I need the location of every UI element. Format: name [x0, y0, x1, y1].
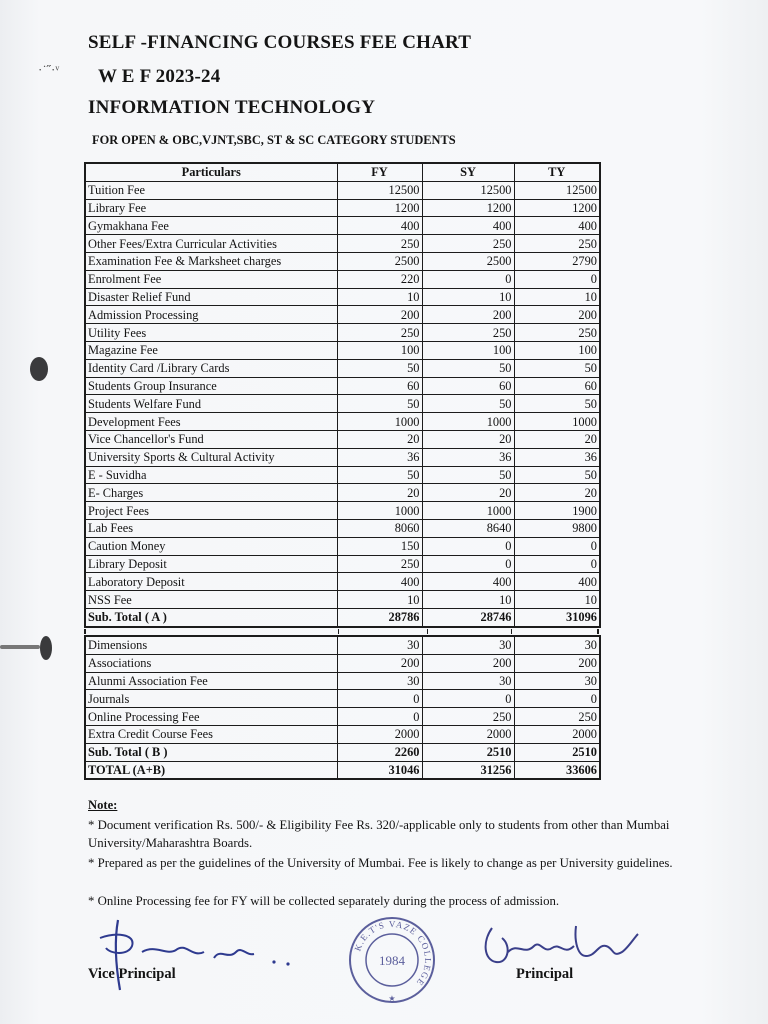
fy-value-cell: 100: [337, 341, 422, 359]
table-row: [85, 484, 600, 502]
particular-cell: Caution Money: [85, 537, 337, 555]
fy-value-cell: 250: [337, 235, 422, 253]
column-header-ty: TY: [514, 163, 600, 181]
table-row: [85, 235, 600, 253]
fy-value-cell: 0: [337, 708, 422, 726]
fy-value-cell: 250: [337, 324, 422, 342]
sy-value-cell: 0: [422, 270, 514, 288]
sy-value-cell: 1200: [422, 199, 514, 217]
fy-value-cell: 400: [337, 217, 422, 235]
table-row: [85, 555, 600, 573]
particular-cell: Sub. Total ( A ): [85, 608, 337, 626]
particular-cell: Alunmi Association Fee: [85, 672, 337, 690]
ty-value-cell: 50: [514, 359, 600, 377]
ty-value-cell: 10: [514, 591, 600, 609]
ty-value-cell: 1200: [514, 199, 600, 217]
fy-value-cell: 31046: [337, 761, 422, 779]
sy-value-cell: 10: [422, 288, 514, 306]
fy-value-cell: 1200: [337, 199, 422, 217]
table-spacer: [84, 629, 599, 634]
ty-value-cell: 30: [514, 636, 600, 654]
fy-value-cell: 150: [337, 537, 422, 555]
sy-value-cell: 50: [422, 359, 514, 377]
ink-scribble-mark: ·˙˝·ᵛ: [38, 62, 60, 77]
fee-table-section-a: [84, 162, 601, 628]
note-heading: Note:: [88, 798, 118, 812]
ty-value-cell: 30: [514, 672, 600, 690]
table-row: [85, 341, 600, 359]
punch-hole: [30, 357, 48, 381]
sy-value-cell: 0: [422, 537, 514, 555]
table-row: [85, 430, 600, 448]
particular-cell: Library Fee: [85, 199, 337, 217]
column-header-particulars: Particulars: [85, 163, 337, 181]
fy-value-cell: 50: [337, 395, 422, 413]
ty-value-cell: 36: [514, 448, 600, 466]
fy-value-cell: 2000: [337, 725, 422, 743]
sy-value-cell: 50: [422, 466, 514, 484]
fy-value-cell: 250: [337, 555, 422, 573]
particular-cell: E- Charges: [85, 484, 337, 502]
table-row: [85, 672, 600, 690]
table-row: [85, 466, 600, 484]
particular-cell: Students Group Insurance: [85, 377, 337, 395]
particular-cell: Gymakhana Fee: [85, 217, 337, 235]
table-row: [85, 252, 600, 270]
ty-value-cell: 10: [514, 288, 600, 306]
sy-value-cell: 60: [422, 377, 514, 395]
table-row: [85, 708, 600, 726]
document-title: SELF -FINANCING COURSES FEE CHART: [88, 32, 472, 53]
sy-value-cell: 30: [422, 672, 514, 690]
ty-value-cell: 400: [514, 217, 600, 235]
particular-cell: Tuition Fee: [85, 181, 337, 199]
table-row: [85, 537, 600, 555]
particular-cell: Utility Fees: [85, 324, 337, 342]
particular-cell: Vice Chancellor's Fund: [85, 430, 337, 448]
particular-cell: Laboratory Deposit: [85, 573, 337, 591]
fy-value-cell: 220: [337, 270, 422, 288]
ty-value-cell: 100: [514, 341, 600, 359]
particular-cell: Identity Card /Library Cards: [85, 359, 337, 377]
ty-value-cell: 1900: [514, 502, 600, 520]
table-row: [85, 306, 600, 324]
fy-value-cell: 20: [337, 430, 422, 448]
note-item: * Online Processing fee for FY will be collected separately during the process of admission.: [88, 894, 560, 908]
fy-value-cell: 28786: [337, 608, 422, 626]
ty-value-cell: 0: [514, 537, 600, 555]
sy-value-cell: 12500: [422, 181, 514, 199]
particular-cell: E - Suvidha: [85, 466, 337, 484]
table-row: [85, 217, 600, 235]
fy-value-cell: 60: [337, 377, 422, 395]
college-seal: [347, 915, 437, 1005]
grand-total-row: [85, 761, 600, 779]
sy-value-cell: 20: [422, 430, 514, 448]
fy-value-cell: 2500: [337, 252, 422, 270]
sy-value-cell: 1000: [422, 413, 514, 431]
table-row: [85, 270, 600, 288]
ty-value-cell: 33606: [514, 761, 600, 779]
fy-value-cell: 20: [337, 484, 422, 502]
sy-value-cell: 2500: [422, 252, 514, 270]
ty-value-cell: 1000: [514, 413, 600, 431]
ty-value-cell: 60: [514, 377, 600, 395]
ty-value-cell: 20: [514, 484, 600, 502]
ty-value-cell: 9800: [514, 519, 600, 537]
table-header-row: [85, 163, 600, 181]
particular-cell: Other Fees/Extra Curricular Activities: [85, 235, 337, 253]
table-row: [85, 502, 600, 520]
table-row: [85, 324, 600, 342]
column-header-fy: FY: [337, 163, 422, 181]
ty-value-cell: 0: [514, 555, 600, 573]
table-row: [85, 573, 600, 591]
particular-cell: Associations: [85, 654, 337, 672]
fy-value-cell: 30: [337, 636, 422, 654]
particular-cell: Examination Fee & Marksheet charges: [85, 252, 337, 270]
ty-value-cell: 400: [514, 573, 600, 591]
ty-value-cell: 12500: [514, 181, 600, 199]
fy-value-cell: 12500: [337, 181, 422, 199]
table-row: [85, 199, 600, 217]
sy-value-cell: 28746: [422, 608, 514, 626]
table-row: [85, 288, 600, 306]
category-subtitle: FOR OPEN & OBC,VJNT,SBC, ST & SC CATEGORY STUDENTS: [92, 133, 456, 147]
table-row: [85, 359, 600, 377]
fy-value-cell: 400: [337, 573, 422, 591]
sy-value-cell: 200: [422, 654, 514, 672]
sy-value-cell: 30: [422, 636, 514, 654]
particular-cell: Disaster Relief Fund: [85, 288, 337, 306]
fy-value-cell: 50: [337, 466, 422, 484]
fy-value-cell: 10: [337, 591, 422, 609]
fy-value-cell: 36: [337, 448, 422, 466]
svg-text:★: ★: [388, 994, 396, 1003]
particular-cell: University Sports & Cultural Activity: [85, 448, 337, 466]
ty-value-cell: 200: [514, 306, 600, 324]
fy-value-cell: 200: [337, 654, 422, 672]
sy-value-cell: 36: [422, 448, 514, 466]
ty-value-cell: 31096: [514, 608, 600, 626]
particular-cell: Library Deposit: [85, 555, 337, 573]
particular-cell: Extra Credit Course Fees: [85, 725, 337, 743]
fy-value-cell: 10: [337, 288, 422, 306]
sy-value-cell: 250: [422, 324, 514, 342]
fy-value-cell: 0: [337, 690, 422, 708]
particular-cell: Journals: [85, 690, 337, 708]
table-row: [85, 448, 600, 466]
sy-value-cell: 0: [422, 690, 514, 708]
sy-value-cell: 2510: [422, 743, 514, 761]
ty-value-cell: 250: [514, 708, 600, 726]
table-row: [85, 654, 600, 672]
sy-value-cell: 1000: [422, 502, 514, 520]
ty-value-cell: 2790: [514, 252, 600, 270]
fy-value-cell: 1000: [337, 502, 422, 520]
ty-value-cell: 250: [514, 324, 600, 342]
table-row: [85, 395, 600, 413]
particular-cell: Online Processing Fee: [85, 708, 337, 726]
seal-year-text: 1984: [379, 953, 405, 968]
subtotal-row-a: [85, 608, 600, 626]
subtotal-row-b: [85, 743, 600, 761]
fy-value-cell: 1000: [337, 413, 422, 431]
particular-cell: Admission Processing: [85, 306, 337, 324]
department-heading: INFORMATION TECHNOLOGY: [88, 97, 376, 118]
table-row: [85, 519, 600, 537]
table-spacer-line: [511, 629, 512, 634]
ty-value-cell: 0: [514, 270, 600, 288]
sy-value-cell: 400: [422, 217, 514, 235]
particular-cell: Project Fees: [85, 502, 337, 520]
fy-value-cell: 8060: [337, 519, 422, 537]
fy-value-cell: 200: [337, 306, 422, 324]
wef-heading: W E F 2023-24: [98, 66, 221, 87]
sy-value-cell: 50: [422, 395, 514, 413]
punch-hole: [40, 636, 52, 660]
table-row: [85, 636, 600, 654]
fy-value-cell: 2260: [337, 743, 422, 761]
sy-value-cell: 10: [422, 591, 514, 609]
sy-value-cell: 250: [422, 708, 514, 726]
paper-tear-mark: [0, 645, 40, 649]
sy-value-cell: 8640: [422, 519, 514, 537]
principal-label: Principal: [516, 966, 574, 982]
particular-cell: Lab Fees: [85, 519, 337, 537]
particular-cell: Sub. Total ( B ): [85, 743, 337, 761]
table-row: [85, 377, 600, 395]
particular-cell: TOTAL (A+B): [85, 761, 337, 779]
column-header-sy: SY: [422, 163, 514, 181]
sy-value-cell: 20: [422, 484, 514, 502]
table-row: [85, 591, 600, 609]
particular-cell: Enrolment Fee: [85, 270, 337, 288]
note-item: * Prepared as per the guidelines of the University of Mumbai. Fee is likely to change as per University guidelines.: [88, 856, 673, 870]
ty-value-cell: 20: [514, 430, 600, 448]
sy-value-cell: 2000: [422, 725, 514, 743]
sy-value-cell: 100: [422, 341, 514, 359]
ty-value-cell: 250: [514, 235, 600, 253]
ty-value-cell: 2000: [514, 725, 600, 743]
sy-value-cell: 31256: [422, 761, 514, 779]
particular-cell: Development Fees: [85, 413, 337, 431]
fee-table-section-b: [84, 635, 601, 780]
seal-ring-text: K.E.T'S VAZE COLLEGE: [352, 918, 434, 989]
sy-value-cell: 250: [422, 235, 514, 253]
fy-value-cell: 30: [337, 672, 422, 690]
ty-value-cell: 0: [514, 690, 600, 708]
particular-cell: Magazine Fee: [85, 341, 337, 359]
table-row: [85, 690, 600, 708]
table-row: [85, 181, 600, 199]
fy-value-cell: 50: [337, 359, 422, 377]
sy-value-cell: 200: [422, 306, 514, 324]
note-item: * Document verification Rs. 500/- & Eligibility Fee Rs. 320/-applicable only to students from other than Mumbai University/Maharashtra Boards.: [88, 818, 670, 850]
sy-value-cell: 0: [422, 555, 514, 573]
ty-value-cell: 2510: [514, 743, 600, 761]
ty-value-cell: 50: [514, 395, 600, 413]
vice-principal-label: Vice Principal: [88, 966, 176, 982]
table-row: [85, 725, 600, 743]
sy-value-cell: 400: [422, 573, 514, 591]
particular-cell: NSS Fee: [85, 591, 337, 609]
ty-value-cell: 200: [514, 654, 600, 672]
table-row: [85, 413, 600, 431]
particular-cell: Dimensions: [85, 636, 337, 654]
particular-cell: Students Welfare Fund: [85, 395, 337, 413]
ty-value-cell: 50: [514, 466, 600, 484]
